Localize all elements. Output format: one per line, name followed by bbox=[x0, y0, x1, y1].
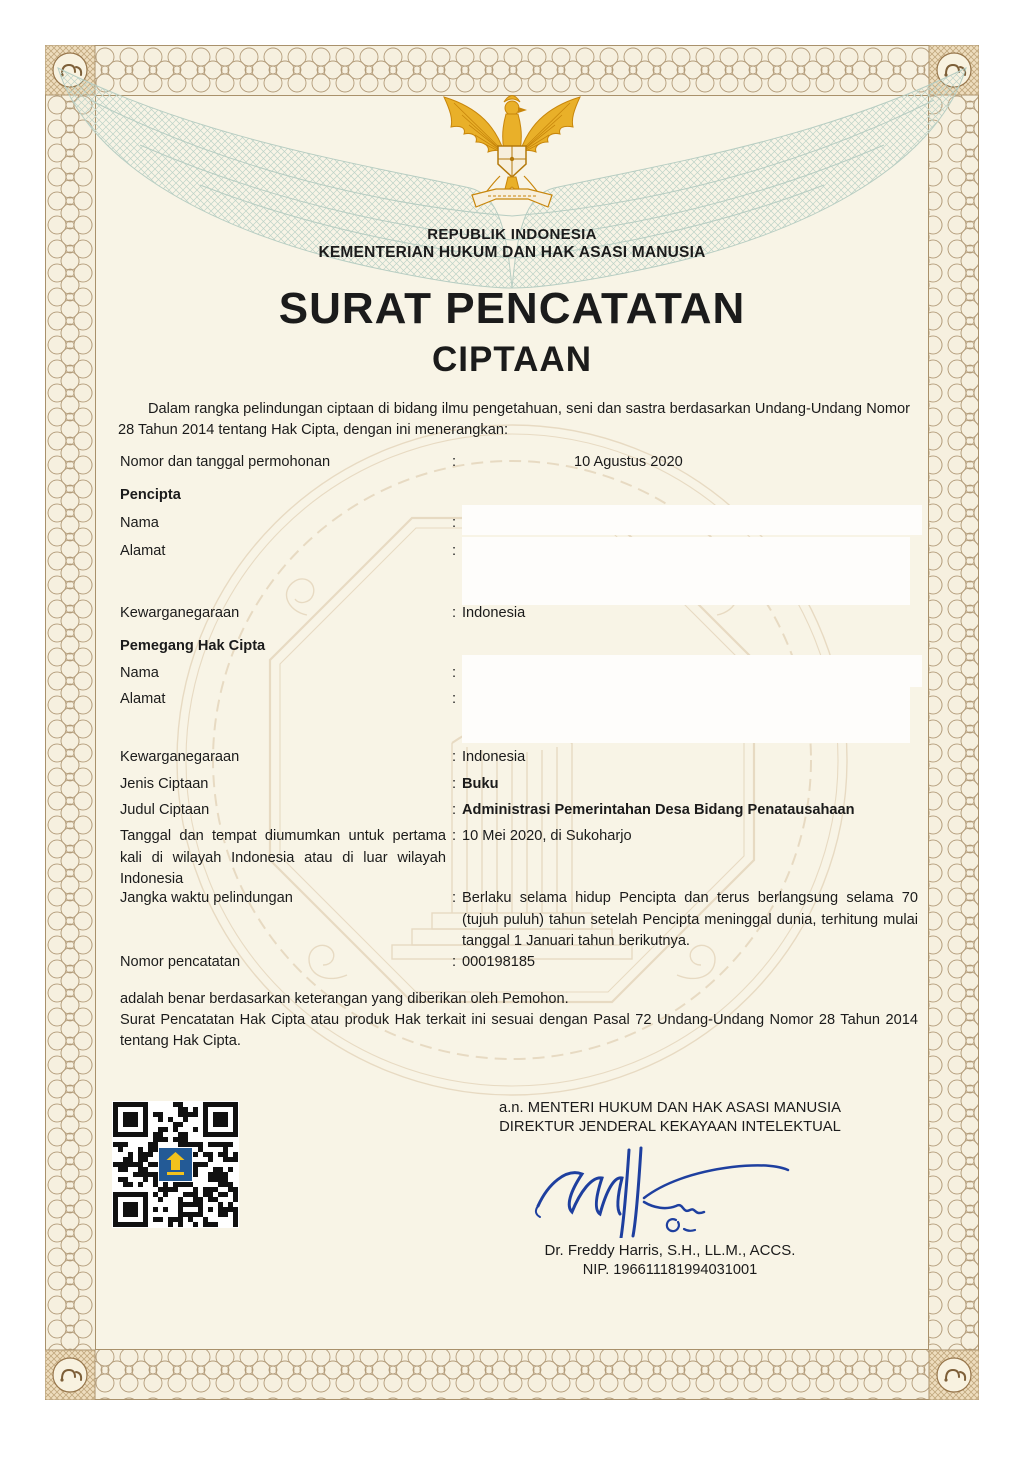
closing-statement-line2: Surat Pencatatan Hak Cipta atau produk Hak terkait ini sesuai dengan Pasal 72 Undang-Undang Nomor 28 Tahun 2014 tentang Hak Cipta. bbox=[120, 1012, 918, 1049]
field-value: Buku bbox=[462, 776, 499, 792]
field-value: Administrasi Pemerintahan Desa Bidang Penatausahaan bbox=[462, 802, 855, 818]
field-label: Jenis Ciptaan bbox=[120, 776, 209, 792]
field-value: Indonesia bbox=[462, 749, 526, 765]
field-row-work-title bbox=[120, 800, 918, 822]
field-value: Berlaku selama hidup Pencipta dan terus berlangsung selama 70 (tujuh puluh) tahun setelah Pencipta meninggal dunia, terhitung mulai tanggal 1 Januari tahun berikutnya. bbox=[462, 890, 918, 949]
field-label: Nomor dan tanggal permohonan bbox=[120, 454, 331, 470]
colon: : bbox=[451, 665, 457, 681]
intro-paragraph: Dalam rangka pelindungan ciptaan di bidang ilmu pengetahuan, seni dan sastra berdasarkan Undang-Undang Nomor 28 Tahun 2014 tentang Hak Cipta, dengan ini menerangkan: bbox=[118, 401, 910, 438]
field-row-protection-period bbox=[120, 888, 918, 953]
colon: : bbox=[451, 954, 457, 970]
signer-nip: NIP. 196611181994031001 bbox=[582, 1262, 758, 1278]
field-row-holder-name bbox=[120, 663, 918, 685]
colon: : bbox=[451, 802, 457, 818]
closing-statement-line1: adalah benar berdasarkan keterangan yang diberikan oleh Pemohon. bbox=[120, 991, 569, 1007]
document-subtitle: CIPTAAN bbox=[432, 340, 592, 379]
signature-office: DIREKTUR JENDERAL KEKAYAAN INTELEKTUAL bbox=[499, 1119, 841, 1135]
field-value: 10 Agustus 2020 bbox=[574, 454, 683, 470]
colon: : bbox=[451, 691, 457, 707]
field-row-application-number bbox=[120, 452, 918, 474]
field-label: Kewarganegaraan bbox=[120, 605, 240, 621]
signer-name: Dr. Freddy Harris, S.H., LL.M., ACCS. bbox=[544, 1242, 796, 1259]
handwritten-signature bbox=[532, 1136, 802, 1238]
section-label: Pencipta bbox=[120, 487, 181, 503]
colon: : bbox=[451, 776, 457, 792]
country-name: REPUBLIK INDONESIA bbox=[427, 226, 597, 243]
field-label: Nama bbox=[120, 515, 159, 531]
section-pemegang-hak-cipta bbox=[120, 636, 918, 658]
colon: : bbox=[451, 749, 457, 765]
colon: : bbox=[451, 454, 457, 470]
ministry-name: KEMENTERIAN HUKUM DAN HAK ASASI MANUSIA bbox=[318, 244, 706, 261]
field-row-first-publication bbox=[120, 826, 918, 891]
section-pencipta bbox=[120, 485, 918, 507]
field-row-creator-nationality bbox=[120, 603, 918, 625]
field-label: Alamat bbox=[120, 543, 166, 559]
field-row-holder-address bbox=[120, 689, 918, 711]
field-label: Kewarganegaraan bbox=[120, 749, 240, 765]
colon: : bbox=[451, 890, 457, 906]
field-value: 000198185 bbox=[462, 954, 536, 970]
field-value: Indonesia bbox=[462, 605, 526, 621]
field-row-registration-number bbox=[120, 952, 918, 974]
section-label: Pemegang Hak Cipta bbox=[120, 638, 266, 654]
field-label: Tanggal dan tempat diumumkan untuk pertama kali di wilayah Indonesia atau di luar wilayah Indonesia bbox=[120, 828, 446, 887]
document-title: SURAT PENCATATAN bbox=[278, 284, 746, 333]
field-row-holder-nationality bbox=[120, 747, 918, 769]
field-value: 10 Mei 2020, di Sukoharjo bbox=[462, 828, 632, 844]
colon: : bbox=[451, 515, 457, 531]
field-label: Judul Ciptaan bbox=[120, 802, 210, 818]
field-label: Alamat bbox=[120, 691, 166, 707]
field-label: Nama bbox=[120, 665, 159, 681]
field-row-creator-name bbox=[120, 513, 918, 535]
colon: : bbox=[451, 605, 457, 621]
field-row-work-type bbox=[120, 774, 918, 796]
qr-code bbox=[112, 1101, 239, 1228]
field-label: Nomor pencatatan bbox=[120, 954, 241, 970]
garuda-pancasila-emblem bbox=[432, 88, 592, 218]
field-row-creator-address bbox=[120, 541, 918, 563]
colon: : bbox=[451, 828, 457, 844]
field-label: Jangka waktu pelindungan bbox=[120, 890, 293, 906]
colon: : bbox=[451, 543, 457, 559]
signature-on-behalf: a.n. MENTERI HUKUM DAN HAK ASASI MANUSIA bbox=[498, 1100, 842, 1116]
